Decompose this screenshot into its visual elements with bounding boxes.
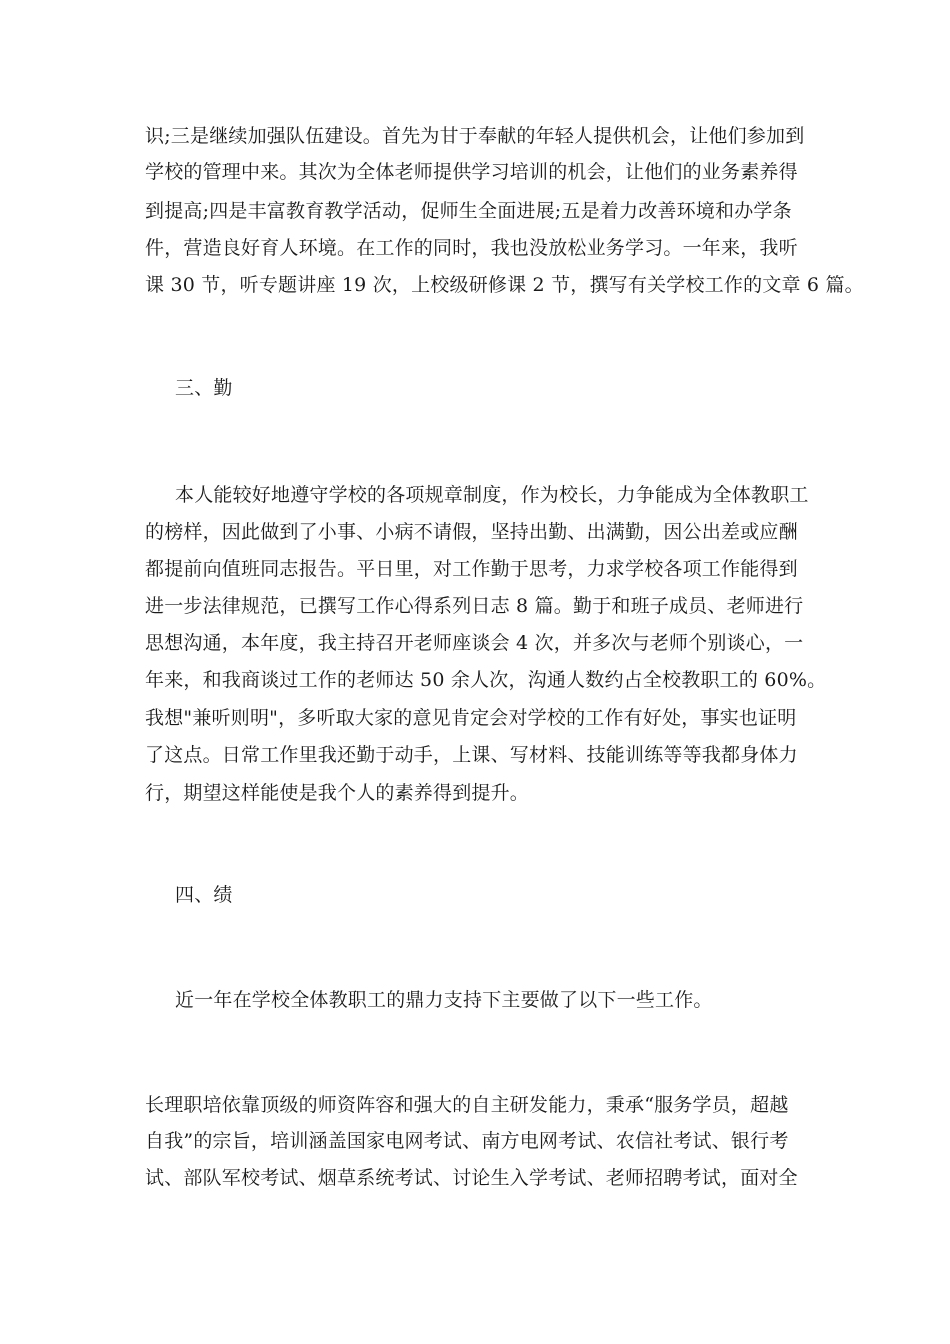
paragraph-line: 课 30 节，听专题讲座 19 次，上校级研修课 2 节，撰写有关学校工作的文章 6 篇。	[145, 274, 864, 296]
paragraph-line: 长理职培依靠顶级的师资阵容和强大的自主研发能力，秉承“服务学员，超越	[145, 1094, 789, 1116]
paragraph-line: 近一年在学校全体教职工的鼎力支持下主要做了以下一些工作。	[175, 989, 713, 1011]
section-heading-ji: 四、绩	[175, 884, 233, 906]
paragraph-line: 的榜样，因此做到了小事、小病不请假，坚持出勤、出满勤，因公出差或应酬	[145, 521, 798, 543]
paragraph-line: 了这点。日常工作里我还勤于动手，上课、写材料、技能训练等等我都身体力	[145, 744, 798, 766]
paragraph-line: 行，期望这样能使是我个人的素养得到提升。	[145, 782, 530, 804]
paragraph-line: 我想"兼听则明"，多听取大家的意见肯定会对学校的工作有好处，事实也证明	[145, 707, 797, 729]
section-heading-qin: 三、勤	[175, 377, 233, 399]
paragraph-line: 自我”的宗旨，培训涵盖国家电网考试、南方电网考试、农信社考试、银行考	[145, 1130, 789, 1152]
paragraph-line: 件，营造良好育人环境。在工作的同时，我也没放松业务学习。一年来，我听	[145, 237, 798, 259]
paragraph-line: 都提前向值班同志报告。平日里，对工作勤于思考，力求学校各项工作能得到	[145, 558, 798, 580]
paragraph-line: 到提高;四是丰富教育教学活动，促师生全面进展;五是着力改善环境和办学条	[145, 200, 792, 222]
paragraph-line: 识;三是继续加强队伍建设。首先为甘于奉献的年轻人提供机会，让他们参加到	[145, 125, 805, 147]
paragraph-line: 年来，和我商谈过工作的老师达 50 余人次，沟通人数约占全校教职工的 60%。	[145, 669, 827, 691]
paragraph-line: 学校的管理中来。其次为全体老师提供学习培训的机会，让他们的业务素养得	[145, 161, 798, 183]
paragraph-line: 试、部队军校考试、烟草系统考试、讨论生入学考试、老师招聘考试，面对全	[145, 1167, 798, 1189]
paragraph-line: 思想沟通，本年度，我主持召开老师座谈会 4 次，并多次与老师个别谈心，一	[145, 632, 804, 654]
paragraph-line: 进一步法律规范，已撰写工作心得系列日志 8 篇。勤于和班子成员、老师进行	[145, 595, 804, 617]
paragraph-line: 本人能较好地遵守学校的各项规章制度，作为校长，力争能成为全体教职工	[175, 484, 809, 506]
